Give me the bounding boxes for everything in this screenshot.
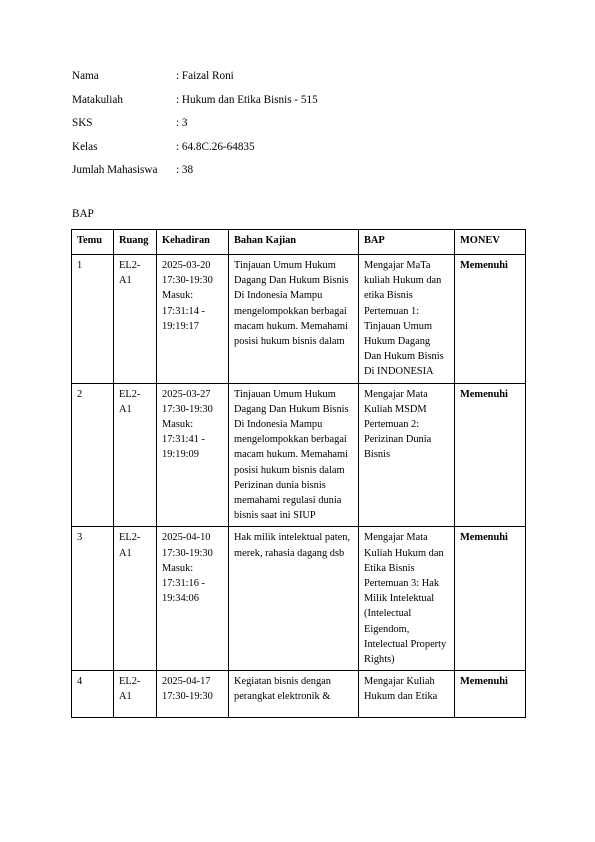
info-row-kelas [72, 141, 318, 165]
info-label: Jumlah Mahasiswa [72, 164, 158, 176]
header-bap: BAP [359, 230, 455, 255]
cell-temu: 1 [72, 255, 114, 384]
info-label: Nama [72, 70, 99, 82]
header-temu: Temu [72, 230, 114, 255]
table-header-row [72, 230, 526, 255]
cell-bap: Mengajar Mata Kuliah Hukum dan Etika Bisnis Pertemuan 3: Hak Milik Intelektual (Intelectual Eigendom, Intelectual Property Rights) [359, 527, 455, 671]
cell-bap: Mengajar MaTa kuliah Hukum dan etika Bisnis Pertemuan 1: Tinjauan Umum Hukum Dagang Dan Hukum Bisnis Di INDONESIA [359, 255, 455, 384]
table-row [72, 527, 526, 671]
info-row-jumlah-mahasiswa [72, 164, 318, 188]
cell-monev: Memenuhi [455, 383, 526, 527]
header-ruang: Ruang [114, 230, 157, 255]
cell-bahan-kajian: Hak milik intelektual paten, merek, rahasia dagang dsb [229, 527, 359, 671]
section-title: BAP [72, 208, 94, 220]
info-value: : 64.8C.26-64835 [176, 140, 255, 153]
cell-monev: Memenuhi [455, 255, 526, 384]
info-value: : Hukum dan Etika Bisnis - 515 [176, 93, 318, 106]
info-label: Matakuliah [72, 93, 123, 106]
info-row-sks [72, 117, 318, 141]
cell-ruang: EL2-A1 [114, 255, 157, 384]
table-row [72, 671, 526, 718]
cell-ruang: EL2-A1 [114, 527, 157, 671]
cell-bahan-kajian: Kegiatan bisnis dengan perangkat elektronik & [229, 671, 359, 718]
cell-ruang: EL2-A1 [114, 671, 157, 718]
info-row-matakuliah [72, 94, 318, 118]
header-bahan-kajian: Bahan Kajian [229, 230, 359, 255]
header-kehadiran: Kehadiran [157, 230, 229, 255]
cell-monev: Memenuhi [455, 671, 526, 718]
cell-bap: Mengajar Mata Kuliah MSDM Pertemuan 2: Perizinan Dunia Bisnis [359, 383, 455, 527]
cell-kehadiran: 2025-04-10 17:30-19:30 Masuk: 17:31:16 - 19:34:06 [157, 527, 229, 671]
cell-bap: Mengajar Kuliah Hukum dan Etika [359, 671, 455, 718]
cell-bahan-kajian: Tinjauan Umum Hukum Dagang Dan Hukum Bisnis Di Indonesia Mampu mengelompokkan berbagai macam hukum. Memahami posisi hukum bisnis dalam Perizinan dunia bisnis memahami regulasi dunia bisnis saat ini SIUP [229, 383, 359, 527]
info-label: SKS [72, 117, 93, 129]
cell-kehadiran: 2025-04-17 17:30-19:30 [157, 671, 229, 718]
cell-kehadiran: 2025-03-27 17:30-19:30 Masuk: 17:31:41 - 19:19:09 [157, 383, 229, 527]
info-value: : 3 [176, 117, 188, 129]
cell-temu: 2 [72, 383, 114, 527]
cell-kehadiran: 2025-03-20 17:30-19:30 Masuk: 17:31:14 - 19:19:17 [157, 255, 229, 384]
info-label: Kelas [72, 140, 98, 153]
cell-temu: 3 [72, 527, 114, 671]
info-value: : 38 [176, 164, 194, 176]
table-row [72, 383, 526, 527]
header-monev: MONEV [455, 230, 526, 255]
cell-monev: Memenuhi [455, 527, 526, 671]
info-value: : Faizal Roni [176, 70, 234, 82]
cell-temu: 4 [72, 671, 114, 718]
table-row [72, 255, 526, 384]
cell-bahan-kajian: Tinjauan Umum Hukum Dagang Dan Hukum Bisnis Di Indonesia Mampu mengelompokkan berbagai macam hukum. Memahami posisi hukum bisnis dalam [229, 255, 359, 384]
cell-ruang: EL2-A1 [114, 383, 157, 527]
course-info [72, 70, 318, 188]
info-row-nama [72, 70, 318, 94]
bap-table [71, 229, 526, 718]
